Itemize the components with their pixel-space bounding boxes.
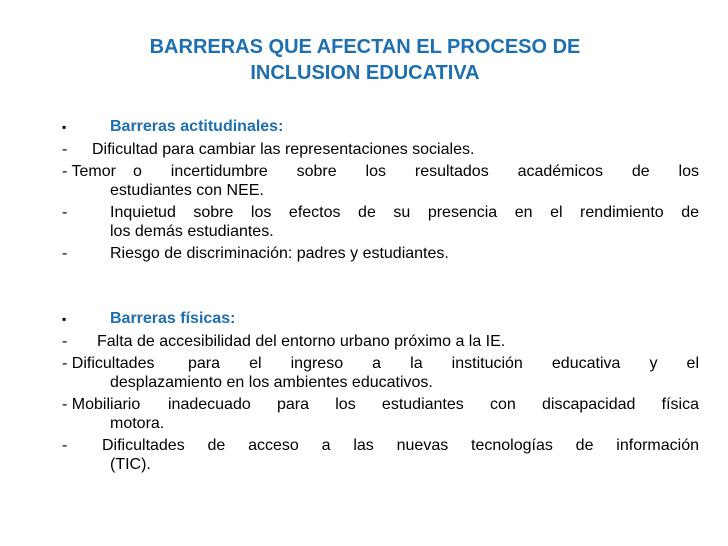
item-line: Falta de accesibilidad del entorno urbano próximo a la IE. [97,333,506,350]
item-line: Dificultades de acceso a las nuevas tecnologías de información [102,437,699,454]
section-heading [0,116,728,138]
item-line: los demás estudiantes. [110,223,274,240]
square-bullet-icon: ▪ [62,312,67,326]
heading-text: Barreras físicas: [110,310,236,327]
dash: - Temor [62,163,116,180]
dash: - [62,141,68,158]
dash: - [62,245,68,262]
dash: - [62,437,68,454]
dash: - Dificultades [62,355,155,372]
item-line: motora. [110,415,165,432]
list-item [0,395,728,433]
item-line: para el ingreso a la institución educativa y el [188,355,699,372]
list-item [0,140,728,159]
list-item [0,332,728,351]
heading-text: Barreras actitudinales: [110,118,284,135]
section-attitudinal [0,116,728,263]
item-line: o incertidumbre sobre los resultados académicos de los [133,163,699,180]
dash: - [62,204,68,221]
item-line: Dificultad para cambiar las representaciones sociales. [92,141,475,158]
list-item [0,436,728,474]
list-item [0,203,728,241]
item-line: Riesgo de discriminación: padres y estudiantes. [110,245,449,262]
title-line-2: INCLUSION EDUCATIVA [250,62,480,84]
title-line-1: BARRERAS QUE AFECTAN EL PROCESO DE [149,36,581,58]
item-line: inadecuado para los estudiantes con discapacidad física [168,396,699,413]
section-heading [0,308,728,330]
item-line: (TIC). [110,456,151,473]
item-line: estudiantes con NEE. [110,182,264,199]
list-item [0,244,728,263]
slide-title [90,34,640,86]
list-item [0,354,728,392]
dash: - [62,333,68,350]
item-line: Inquietud sobre los efectos de su presencia en el rendimiento de [110,204,699,221]
section-physical [0,308,728,474]
dash: - Mobiliario [62,396,141,413]
square-bullet-icon: ▪ [62,120,67,134]
list-item [0,162,728,200]
item-line: desplazamiento en los ambientes educativos. [110,374,433,391]
